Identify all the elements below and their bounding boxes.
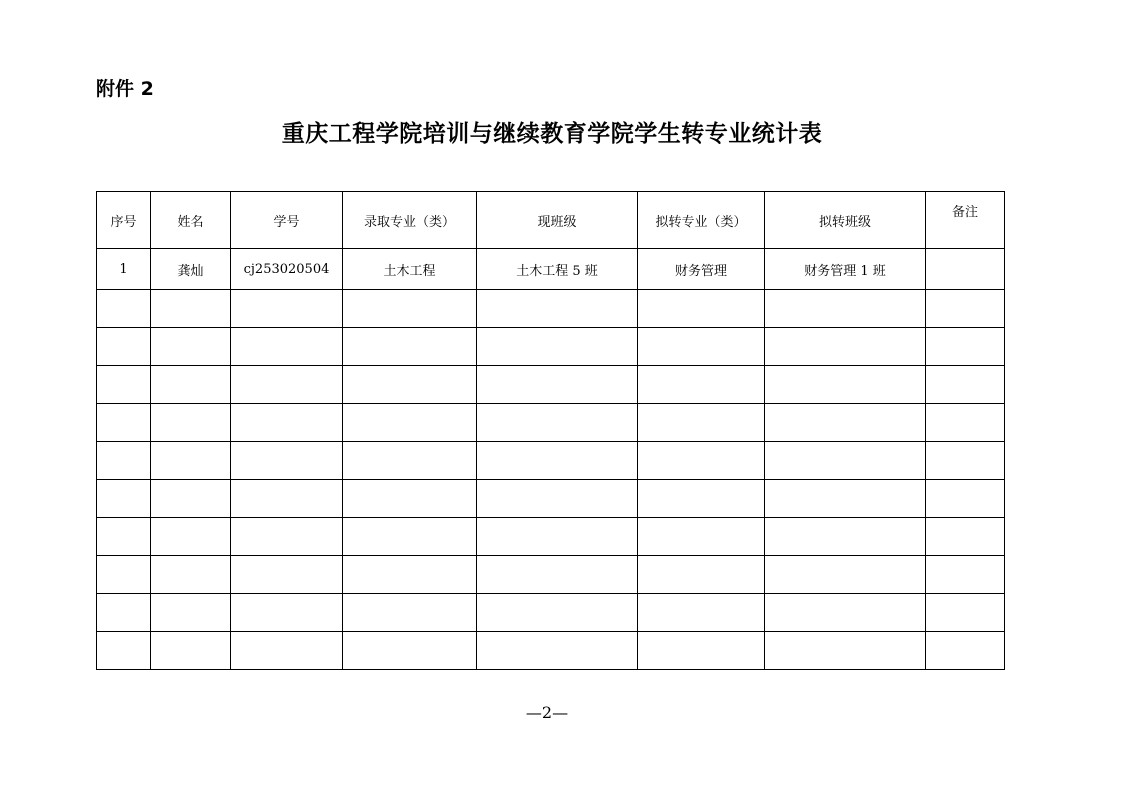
column-header-target-class: 拟转班级 — [765, 192, 926, 249]
cell-current-class — [477, 480, 638, 518]
cell-name — [151, 480, 231, 518]
cell-serial — [97, 328, 151, 366]
cell-remarks — [926, 518, 1005, 556]
cell-current-class: 土木工程 5 班 — [477, 249, 638, 290]
cell-admitted-major — [343, 328, 477, 366]
cell-serial — [97, 290, 151, 328]
table-row — [97, 442, 1005, 480]
cell-student-id — [231, 632, 343, 670]
cell-target-major — [638, 328, 765, 366]
cell-target-class — [765, 290, 926, 328]
table-header-row — [97, 192, 1005, 249]
table-row — [97, 518, 1005, 556]
cell-admitted-major — [343, 518, 477, 556]
cell-admitted-major — [343, 366, 477, 404]
cell-admitted-major — [343, 556, 477, 594]
cell-current-class — [477, 366, 638, 404]
column-header-serial: 序号 — [97, 192, 151, 249]
cell-target-major — [638, 442, 765, 480]
cell-remarks — [926, 556, 1005, 594]
cell-current-class — [477, 594, 638, 632]
table-row — [97, 249, 1005, 290]
cell-remarks — [926, 632, 1005, 670]
cell-student-id — [231, 366, 343, 404]
cell-name — [151, 404, 231, 442]
transfer-statistics-table — [96, 191, 1005, 670]
cell-target-major — [638, 480, 765, 518]
cell-current-class — [477, 404, 638, 442]
cell-name — [151, 366, 231, 404]
table-row — [97, 480, 1005, 518]
attachment-label: 附件 2 — [96, 78, 154, 100]
cell-student-id — [231, 328, 343, 366]
cell-admitted-major: 土木工程 — [343, 249, 477, 290]
cell-target-class — [765, 442, 926, 480]
cell-target-major — [638, 594, 765, 632]
cell-target-class: 财务管理 1 班 — [765, 249, 926, 290]
cell-name — [151, 556, 231, 594]
cell-target-class — [765, 556, 926, 594]
column-header-name: 姓名 — [151, 192, 231, 249]
cell-target-major — [638, 556, 765, 594]
cell-admitted-major — [343, 632, 477, 670]
cell-serial — [97, 366, 151, 404]
cell-admitted-major — [343, 442, 477, 480]
cell-serial — [97, 632, 151, 670]
cell-target-class — [765, 518, 926, 556]
cell-name — [151, 518, 231, 556]
cell-remarks — [926, 249, 1005, 290]
cell-student-id: cj253020504 — [231, 249, 343, 290]
table-row — [97, 632, 1005, 670]
cell-admitted-major — [343, 480, 477, 518]
cell-student-id — [231, 594, 343, 632]
cell-student-id — [231, 404, 343, 442]
column-header-target-major: 拟转专业（类） — [638, 192, 765, 249]
cell-current-class — [477, 328, 638, 366]
cell-current-class — [477, 556, 638, 594]
cell-remarks — [926, 594, 1005, 632]
table-row — [97, 290, 1005, 328]
column-header-current-class: 现班级 — [477, 192, 638, 249]
cell-target-major — [638, 290, 765, 328]
cell-name — [151, 594, 231, 632]
cell-name: 龚灿 — [151, 249, 231, 290]
cell-remarks — [926, 442, 1005, 480]
cell-target-class — [765, 328, 926, 366]
cell-student-id — [231, 290, 343, 328]
cell-remarks — [926, 366, 1005, 404]
cell-target-class — [765, 594, 926, 632]
cell-remarks — [926, 328, 1005, 366]
cell-name — [151, 442, 231, 480]
cell-target-class — [765, 366, 926, 404]
table-row — [97, 328, 1005, 366]
cell-serial — [97, 556, 151, 594]
cell-student-id — [231, 480, 343, 518]
cell-current-class — [477, 632, 638, 670]
cell-admitted-major — [343, 404, 477, 442]
cell-serial — [97, 404, 151, 442]
cell-current-class — [477, 442, 638, 480]
cell-current-class — [477, 290, 638, 328]
cell-serial — [97, 480, 151, 518]
table-row — [97, 366, 1005, 404]
cell-name — [151, 290, 231, 328]
cell-name — [151, 328, 231, 366]
cell-target-class — [765, 632, 926, 670]
cell-admitted-major — [343, 290, 477, 328]
cell-serial — [97, 594, 151, 632]
cell-serial — [97, 518, 151, 556]
cell-remarks — [926, 480, 1005, 518]
cell-target-major — [638, 366, 765, 404]
cell-remarks — [926, 404, 1005, 442]
cell-student-id — [231, 556, 343, 594]
cell-target-major — [638, 404, 765, 442]
cell-target-major: 财务管理 — [638, 249, 765, 290]
page-number: —2— — [525, 703, 569, 722]
table-row — [97, 404, 1005, 442]
column-header-student-id: 学号 — [231, 192, 343, 249]
cell-student-id — [231, 442, 343, 480]
cell-name — [151, 632, 231, 670]
cell-target-major — [638, 632, 765, 670]
cell-remarks — [926, 290, 1005, 328]
cell-current-class — [477, 518, 638, 556]
table-row — [97, 556, 1005, 594]
cell-serial: 1 — [97, 249, 151, 290]
cell-admitted-major — [343, 594, 477, 632]
document-title: 重庆工程学院培训与继续教育学院学生转专业统计表 — [281, 120, 823, 147]
column-header-remarks: 备注 — [926, 192, 1005, 249]
column-header-admitted-major: 录取专业（类） — [343, 192, 477, 249]
cell-student-id — [231, 518, 343, 556]
cell-target-major — [638, 518, 765, 556]
cell-target-class — [765, 404, 926, 442]
table-row — [97, 594, 1005, 632]
cell-serial — [97, 442, 151, 480]
cell-target-class — [765, 480, 926, 518]
